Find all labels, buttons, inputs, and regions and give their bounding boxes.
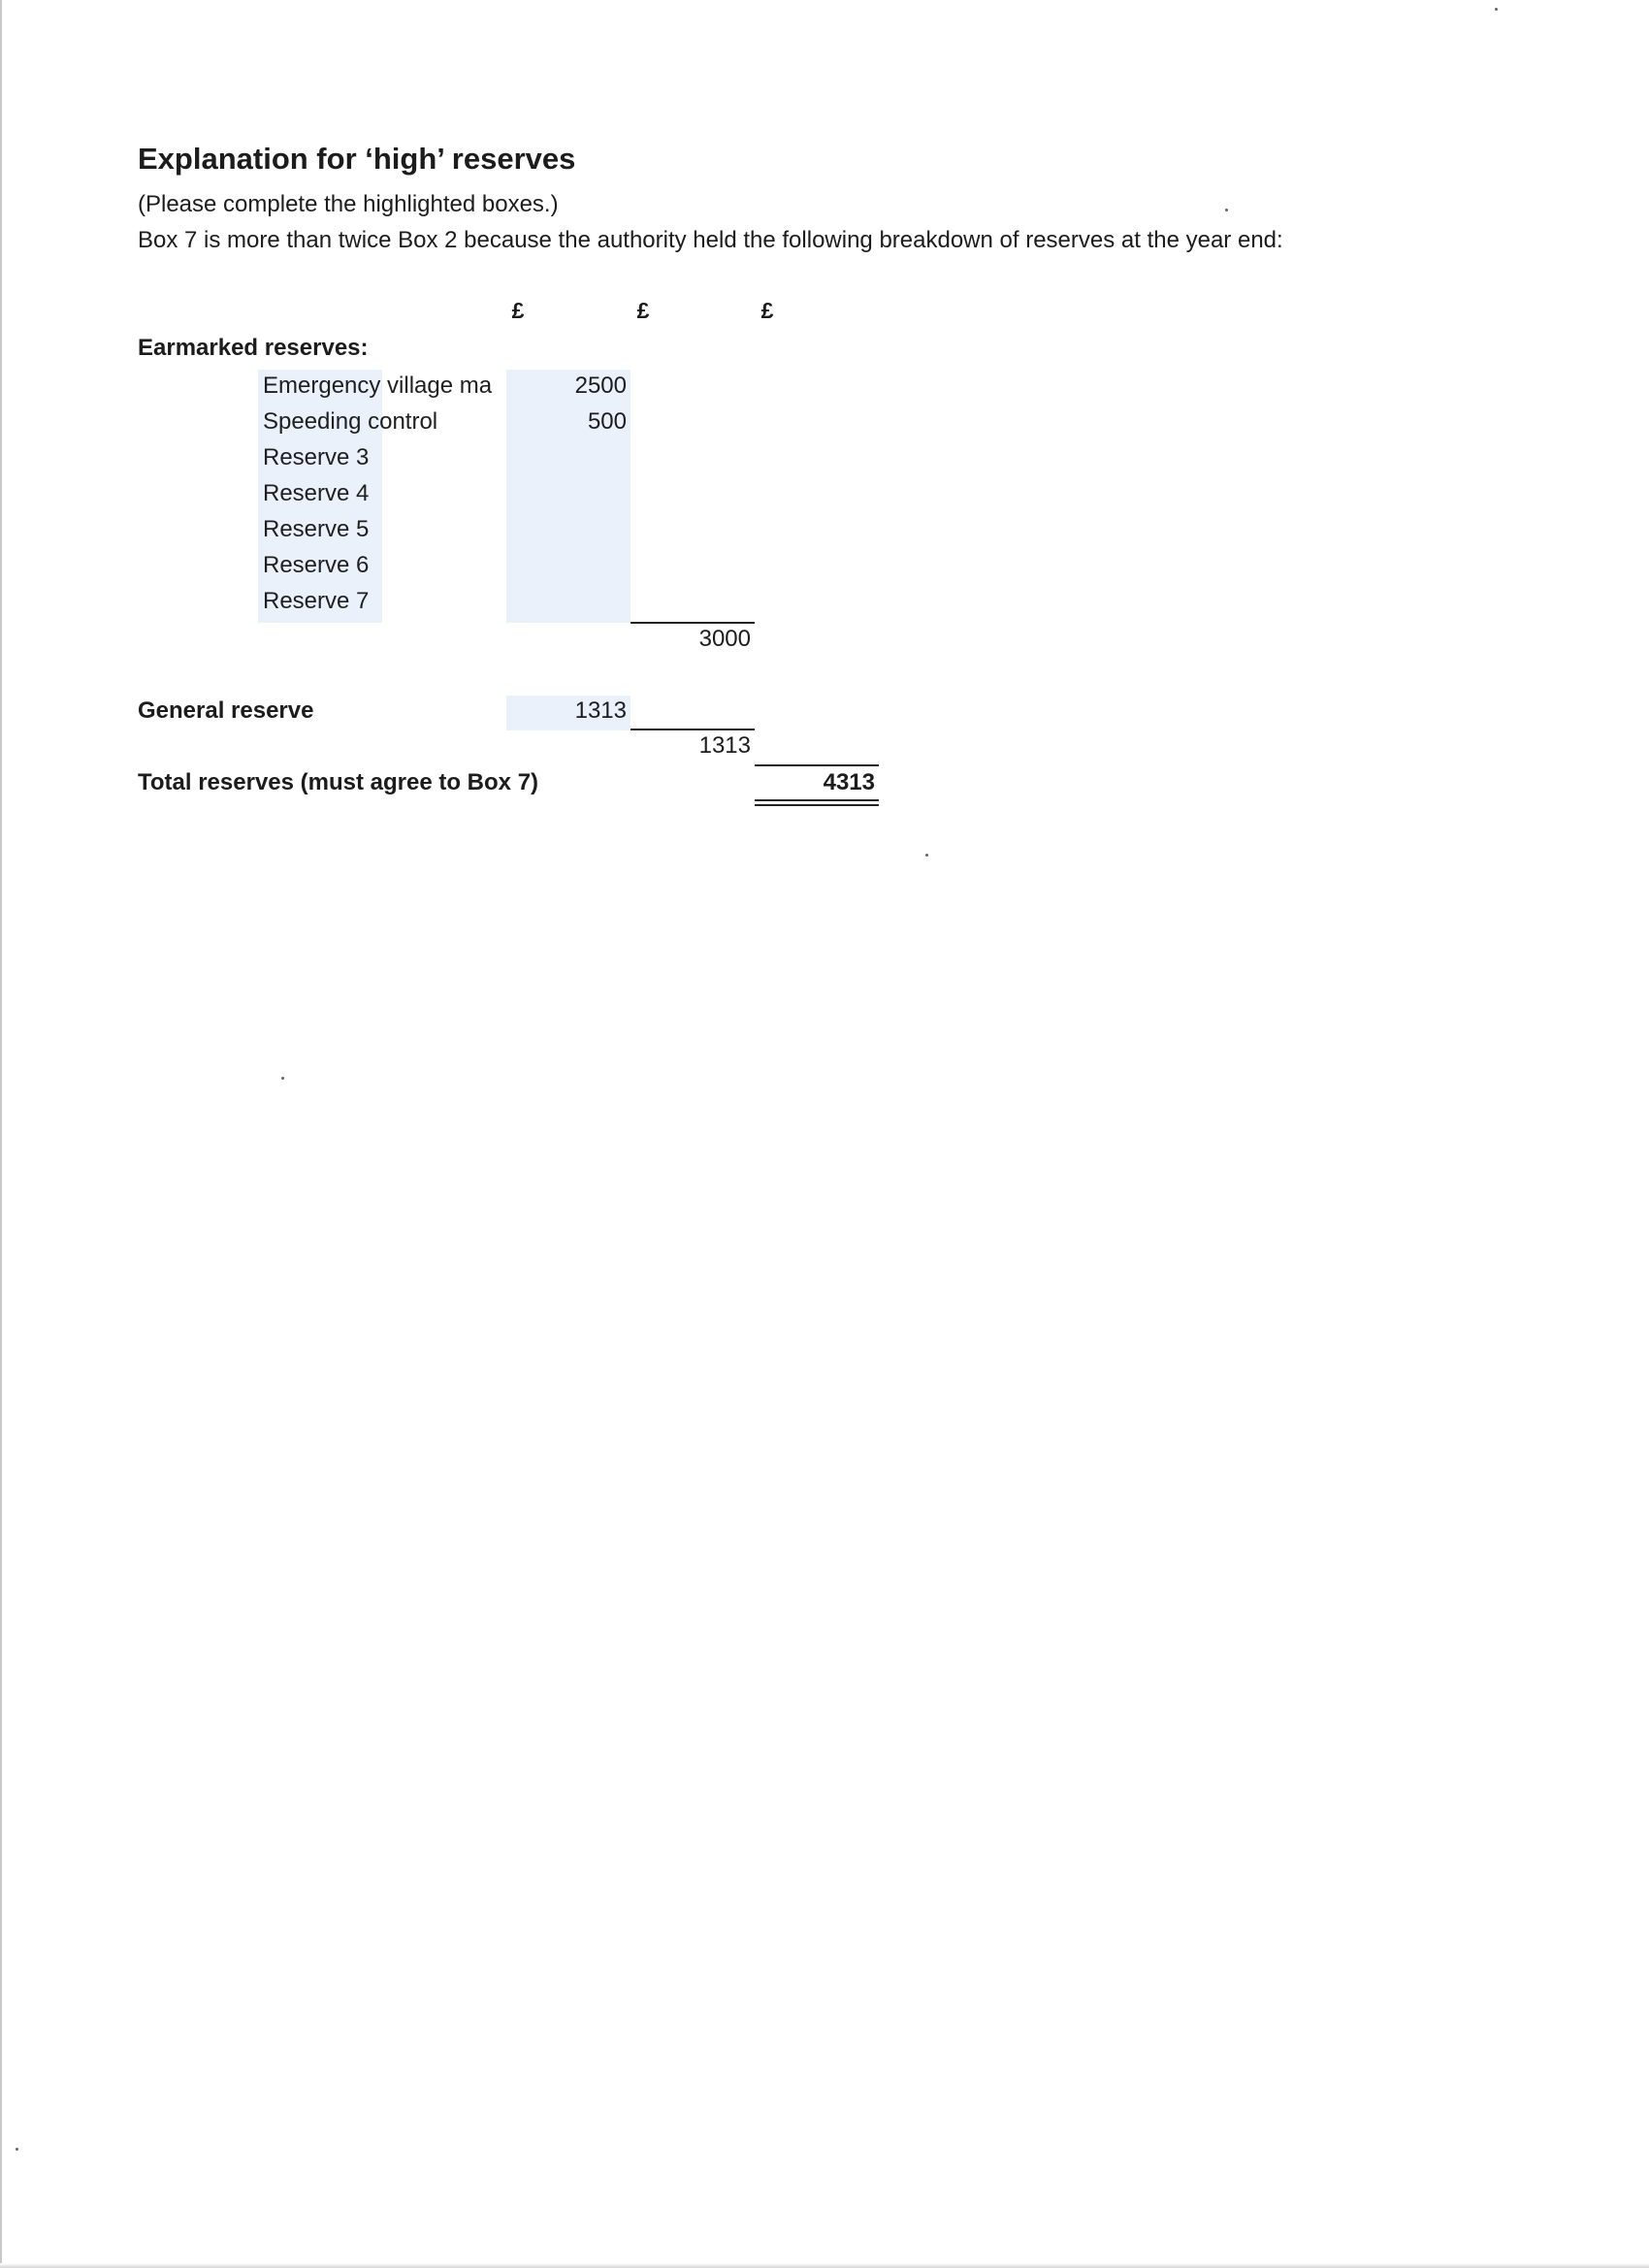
subtotal-rule [630, 729, 755, 730]
instruction-text: (Please complete the highlighted boxes.) [138, 191, 559, 217]
total-reserves-value: 4313 [823, 769, 875, 795]
general-subtotal: 1313 [698, 732, 751, 759]
page-title: Explanation for ‘high’ reserves [138, 142, 576, 176]
scan-speck [1495, 8, 1498, 11]
total-double-rule [755, 799, 879, 801]
earmarked-reserves-label: Earmarked reserves: [138, 335, 369, 361]
subtotal-rule [630, 622, 755, 624]
reserve-name-field[interactable]: Reserve 3 [263, 444, 370, 470]
reserve-value-field[interactable]: 500 [587, 408, 627, 435]
reserve-name-field[interactable]: Speeding control [263, 408, 438, 435]
reserve-name-field[interactable]: Reserve 4 [263, 480, 370, 506]
total-reserves-label: Total reserves (must agree to Box 7) [138, 769, 539, 795]
currency-header-2: £ [636, 298, 650, 323]
scan-speck [16, 2148, 18, 2151]
scan-speck [281, 1077, 284, 1080]
page-edge [0, 0, 2, 2268]
reserve-name-field[interactable]: Emergency village ma [263, 373, 493, 399]
reserve-value-field[interactable]: 2500 [574, 373, 627, 399]
page-edge [0, 2263, 1649, 2268]
total-rule [755, 764, 879, 766]
reserve-name-field[interactable]: Reserve 7 [263, 588, 370, 614]
reserve-name-field[interactable]: Reserve 6 [263, 552, 370, 578]
currency-header-1: £ [511, 298, 525, 323]
earmarked-subtotal: 3000 [698, 626, 751, 652]
currency-header-3: £ [760, 298, 774, 323]
general-reserve-value[interactable]: 1313 [574, 697, 627, 724]
general-reserve-label: General reserve [138, 697, 314, 724]
scan-speck [925, 854, 928, 857]
intro-text: Box 7 is more than twice Box 2 because the authority held the following breakdown of reserves at the year end: [138, 227, 1283, 253]
reserve-name-field[interactable]: Reserve 5 [263, 516, 370, 542]
scan-speck [1225, 209, 1228, 211]
total-double-rule [755, 804, 879, 806]
